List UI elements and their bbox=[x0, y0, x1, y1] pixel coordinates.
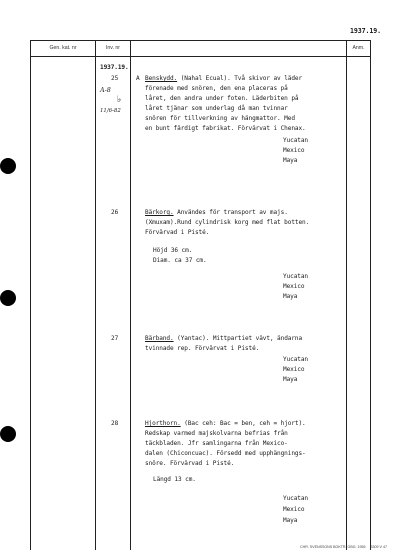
header-top-rule bbox=[30, 40, 370, 41]
handwritten-initials: ♭ bbox=[117, 95, 122, 105]
tag-culture: Maya bbox=[283, 157, 298, 164]
header-inv-nr: Inv. nr bbox=[105, 45, 121, 51]
entry-title-rest: (Yantac). Mittpartiet vävt, ändarna bbox=[173, 335, 303, 342]
entry-title-word: Hjorthorn. bbox=[145, 420, 181, 427]
entry-measure: Längd 13 cm. bbox=[153, 476, 196, 483]
entry-text-line: låret tjänar som underlag då man tvinnar bbox=[145, 105, 288, 112]
entry-title-word: Bärkorg. bbox=[145, 209, 174, 216]
column-divider-1 bbox=[95, 40, 96, 550]
entry-title-word: Bärband. bbox=[145, 335, 174, 342]
entry-text-line: en bunt färdigt fabrikat. Förvärvat i Chenax. bbox=[145, 125, 306, 132]
entry-title bbox=[145, 208, 288, 218]
entry-text-line: förenade med snören, den ena placeras på bbox=[145, 85, 288, 92]
header-bottom-rule bbox=[30, 56, 370, 57]
entry-text-line: dalen (Chiconcuac). Försedd med upphängnings- bbox=[145, 450, 306, 457]
entry-title-rest: Användes för transport av majs. bbox=[173, 209, 288, 216]
entry-measure: Höjd 36 cm. bbox=[153, 247, 193, 254]
printer-name: CHR. SVENSSONS BOKTR. GBG. 1955 bbox=[300, 545, 366, 549]
tag-region: Yucatan bbox=[283, 356, 308, 363]
left-border bbox=[30, 40, 31, 550]
printer-footer bbox=[300, 545, 387, 549]
tag-country: Mexico bbox=[283, 366, 305, 373]
entry-text-line: Redskap varmed majskolvarna befrias från bbox=[145, 430, 288, 437]
inventory-prefix: 1937.19. bbox=[100, 64, 129, 71]
tag-region: Yucatan bbox=[283, 273, 308, 280]
entry-number: 26 bbox=[111, 209, 119, 216]
tag-country: Mexico bbox=[283, 283, 305, 290]
entry-text-line: snören för tillverkning av hängmattor. Med bbox=[145, 115, 295, 122]
year-mark: 1937.19. bbox=[350, 27, 381, 35]
binding-hole-bottom bbox=[0, 426, 16, 442]
entry-text-line: låret, den andra under foten. Läderbiten på bbox=[145, 95, 299, 102]
tag-culture: Maya bbox=[283, 376, 298, 383]
tag-country: Mexico bbox=[283, 506, 305, 513]
entry-text-line: tvinnade rep. Förvärvat i Pisté. bbox=[145, 345, 260, 352]
entry-title-word: Benskydd. bbox=[145, 75, 178, 82]
binding-hole-top bbox=[0, 158, 16, 174]
binding-hole-middle bbox=[0, 290, 16, 306]
entry-text-line: (Xmuxam).Rund cylindrisk korg med flat botten. bbox=[145, 219, 310, 226]
header-gen-kat: Gen. kat. nr bbox=[49, 45, 77, 51]
entry-number: 28 bbox=[111, 420, 119, 427]
form-number: 3309 Ⅴ 47 bbox=[370, 545, 387, 549]
entry-text-line: Förvärvad i Pisté. bbox=[145, 229, 210, 236]
tag-culture: Maya bbox=[283, 293, 298, 300]
tag-region: Yucatan bbox=[283, 495, 308, 502]
handwritten-note-b: 11/6-82 bbox=[100, 108, 121, 114]
entry-text-line: snöre. Förvärvad i Pisté. bbox=[145, 460, 235, 467]
tag-country: Mexico bbox=[283, 147, 305, 154]
entry-number: 25 bbox=[111, 75, 119, 82]
column-divider-2 bbox=[130, 40, 131, 550]
entry-title-rest: (Bac ceh: Bac = ben, ceh = hjort). bbox=[180, 420, 306, 427]
entry-text-line: täckbladen. Jfr samlingarna från Mexico- bbox=[145, 440, 288, 447]
column-divider-3 bbox=[346, 40, 347, 550]
entry-title bbox=[145, 74, 302, 84]
tag-culture: Maya bbox=[283, 517, 298, 524]
header-anm: Anm. bbox=[352, 45, 365, 51]
entry-number: 27 bbox=[111, 335, 119, 342]
tag-region: Yucatan bbox=[283, 137, 308, 144]
entry-marker: A bbox=[136, 75, 140, 82]
entry-title bbox=[145, 334, 302, 344]
entry-title-rest: (Nahal Ecual). Två skivor av läder bbox=[177, 75, 303, 82]
entry-title bbox=[145, 419, 306, 429]
handwritten-note-a: A-8 bbox=[100, 86, 111, 94]
right-border bbox=[370, 40, 371, 550]
entry-measure: Diam. ca 37 cm. bbox=[153, 257, 207, 264]
